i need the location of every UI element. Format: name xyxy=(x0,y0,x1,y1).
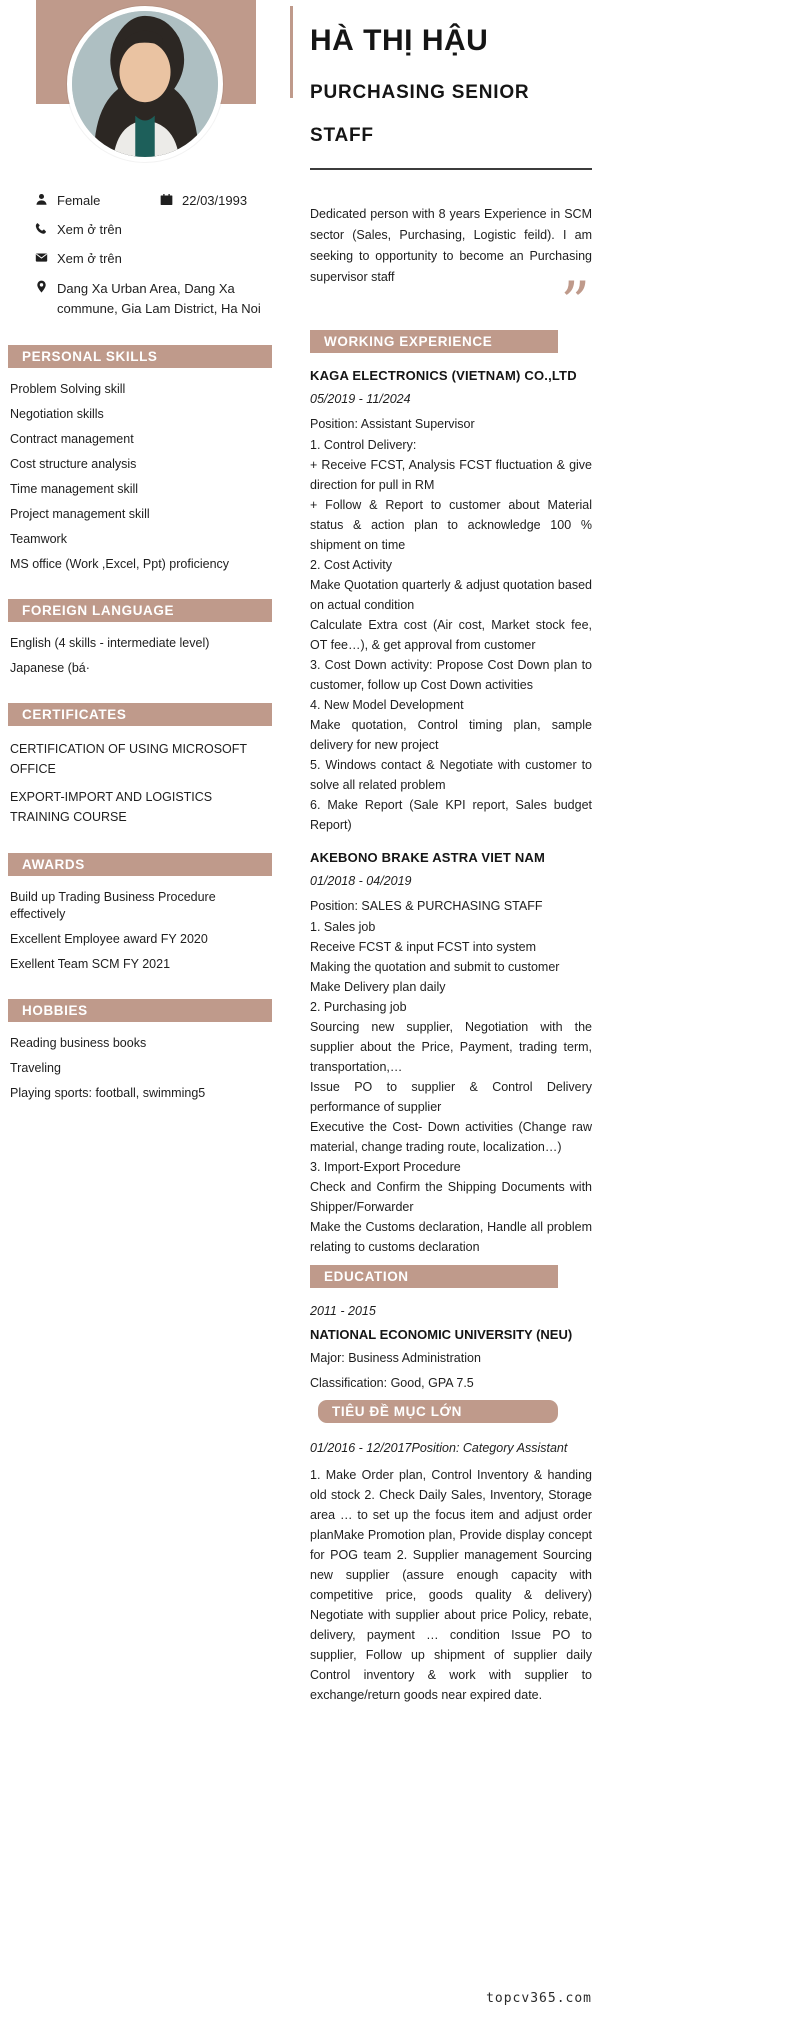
section-header-awards: AWARDS xyxy=(8,853,272,876)
profile-photo xyxy=(67,6,223,162)
dob-value: 22/03/1993 xyxy=(182,193,248,208)
job-detail-line: Make the Customs declaration, Handle all problem relating to customs declaration xyxy=(310,1219,592,1254)
section-awards xyxy=(0,853,292,973)
section-header-foreign-language: FOREIGN LANGUAGE xyxy=(8,599,272,622)
hobby-item: Playing sports: football, swimming5 xyxy=(10,1086,206,1100)
personal-skills-list xyxy=(0,368,292,573)
site-watermark: topcv365.com xyxy=(486,1991,592,2006)
skill-item: Project management skill xyxy=(10,507,150,521)
job-detail-line: 1. Control Delivery: xyxy=(310,437,417,452)
job-detail-line: Sourcing new supplier, Negotiation with the supplier about the Price, Payment, trading term, transportation,… xyxy=(310,1019,592,1074)
candidate-name: HÀ THỊ HẬU xyxy=(310,24,489,57)
contact-phone xyxy=(35,221,274,238)
gender-value: Female xyxy=(57,193,101,208)
award-item: Excellent Employee award FY 2020 xyxy=(10,932,208,946)
job-period: 05/2019 - 11/2024 xyxy=(310,391,411,406)
certificate-item: EXPORT-IMPORT AND LOGISTICS TRAINING COURSE xyxy=(10,790,213,824)
awards-list xyxy=(0,876,292,973)
award-item: Exellent Team SCM FY 2021 xyxy=(10,957,171,971)
section-header-certificates: CERTIFICATES xyxy=(8,703,272,726)
title-divider xyxy=(310,168,592,170)
job-detail-line: 2. Cost Activity xyxy=(310,557,392,572)
job-detail-lines xyxy=(310,435,592,835)
foreign-language-list xyxy=(0,622,292,677)
job-detail-line: Make Delivery plan daily xyxy=(310,979,446,994)
job-detail-line: Making the quotation and submit to customer xyxy=(310,959,560,974)
contact-gender xyxy=(35,192,160,209)
skill-item: Problem Solving skill xyxy=(10,382,126,396)
section-foreign-language xyxy=(0,599,292,677)
hobbies-list xyxy=(0,1022,292,1102)
skill-item: MS office (Work ,Excel, Ppt) proficiency xyxy=(10,557,230,571)
profile-summary: Dedicated person with 8 years Experience in SCM sector (Sales, Purchasing, Logistic feild). I am seeking to opportunity to become an Purchasing supervisor staff xyxy=(310,206,592,284)
job-detail-line: 1. Sales job xyxy=(310,919,376,934)
job-position: Position: Assistant Supervisor xyxy=(310,416,475,431)
skill-item: Contract management xyxy=(10,432,134,446)
language-item: Japanese (bá· xyxy=(10,661,90,675)
job-detail-line: Executive the Cost- Down activities (Change raw material, change trading route, localization…) xyxy=(310,1119,592,1154)
experience-job-1 xyxy=(310,368,592,835)
extra-section xyxy=(310,1439,592,1705)
section-header-extra: TIÊU ĐỀ MỤC LỚN xyxy=(318,1400,558,1423)
job-detail-lines xyxy=(310,917,592,1257)
section-personal-skills xyxy=(0,345,292,573)
quote-icon: ” xyxy=(560,268,590,337)
language-item: English (4 skills - intermediate level) xyxy=(10,636,210,650)
job-detail-line: 2. Purchasing job xyxy=(310,999,407,1014)
portrait-illustration xyxy=(72,11,218,157)
contact-dob xyxy=(160,192,247,209)
extra-period: 01/2016 - 12/2017Position: Category Assistant xyxy=(310,1440,568,1455)
section-hobbies xyxy=(0,999,292,1102)
hobby-item: Reading business books xyxy=(10,1036,147,1050)
sidebar xyxy=(0,0,292,1110)
job-detail-line: 3. Cost Down activity: Propose Cost Down plan to customer, follow up Cost Down activities xyxy=(310,657,592,692)
contact-row-1 xyxy=(35,192,274,209)
job-detail-line: Make Quotation quarterly & adjust quotation based on actual condition xyxy=(310,577,592,612)
section-header-personal-skills: PERSONAL SKILLS xyxy=(8,345,272,368)
address-value: Dang Xa Urban Area, Dang Xa commune, Gia Lam District, Ha Noi xyxy=(57,281,261,316)
education-block xyxy=(310,1302,592,1392)
certificate-item: CERTIFICATION OF USING MICROSOFT OFFICE xyxy=(10,742,247,776)
job-detail-line: Issue PO to supplier & Control Delivery performance of supplier xyxy=(310,1079,592,1114)
job-detail-line: Calculate Extra cost (Air cost, Market stock fee, OT fee…), & get approval from customer xyxy=(310,617,592,652)
skill-item: Time management skill xyxy=(10,482,139,496)
section-header-working-experience: WORKING EXPERIENCE xyxy=(310,330,558,353)
award-item: Build up Trading Business Procedure effectively xyxy=(10,890,216,921)
photo-area xyxy=(0,0,292,168)
location-pin-icon xyxy=(35,280,48,293)
job-detail-line: + Receive FCST, Analysis FCST fluctuation & give direction for pull in RM xyxy=(310,457,592,492)
main-content xyxy=(310,0,592,1705)
education-classification: Classification: Good, GPA 7.5 xyxy=(310,1375,474,1390)
contact-info xyxy=(0,168,292,319)
hobby-item: Traveling xyxy=(10,1061,61,1075)
envelope-icon xyxy=(35,251,48,264)
education-school: NATIONAL ECONOMIC UNIVERSITY (NEU) xyxy=(310,1326,573,1342)
experience-job-2 xyxy=(310,850,592,1257)
job-detail-line: 4. New Model Development xyxy=(310,697,464,712)
job-detail-line: Receive FCST & input FCST into system xyxy=(310,939,537,954)
education-major: Major: Business Administration xyxy=(310,1350,481,1365)
job-detail-line: Make quotation, Control timing plan, sample delivery for new project xyxy=(310,717,592,752)
section-header-hobbies: HOBBIES xyxy=(8,999,272,1022)
job-period: 01/2018 - 04/2019 xyxy=(310,873,412,888)
skill-item: Negotiation skills xyxy=(10,407,104,421)
person-icon xyxy=(35,193,48,206)
contact-address xyxy=(35,279,274,319)
email-value: Xem ở trên xyxy=(57,251,122,266)
skill-item: Teamwork xyxy=(10,532,67,546)
candidate-title: PURCHASING SENIOR STAFF xyxy=(310,82,530,146)
company-name: KAGA ELECTRONICS (VIETNAM) CO.,LTD xyxy=(310,367,577,383)
certificates-list xyxy=(0,726,292,827)
phone-icon xyxy=(35,222,48,235)
job-detail-line: 6. Make Report (Sale KPI report, Sales budget Report) xyxy=(310,797,592,832)
job-detail-line: 3. Import-Export Procedure xyxy=(310,1159,461,1174)
education-period: 2011 - 2015 xyxy=(310,1303,376,1318)
phone-value: Xem ở trên xyxy=(57,222,122,237)
section-header-education: EDUCATION xyxy=(310,1265,558,1288)
job-position: Position: SALES & PURCHASING STAFF xyxy=(310,898,543,913)
section-certificates xyxy=(0,703,292,827)
company-name: AKEBONO BRAKE ASTRA VIET NAM xyxy=(310,849,546,865)
calendar-icon xyxy=(160,193,173,206)
extra-body: 1. Make Order plan, Control Inventory & handing old stock 2. Check Daily Sales, Inventory, Storage area … to set up the focus item and adjust order planMake Promotion plan, Provide display concept for POG team 2. Supplier management Sourcing new supplier (assure enough capacity with competitive price, goods quality & delivery) Negotiate with supplier about price Policy, rebate, delivery, payment … condition Issue PO to supplier, Follow up shipment of supplier daily Control inventory & work with supplier to exchange/return goods near expired date. xyxy=(310,1467,592,1702)
contact-email xyxy=(35,250,274,267)
skill-item: Cost structure analysis xyxy=(10,457,137,471)
job-detail-line: 5. Windows contact & Negotiate with customer to solve all related problem xyxy=(310,757,592,792)
job-detail-line: Check and Confirm the Shipping Documents with Shipper/Forwarder xyxy=(310,1179,592,1214)
job-detail-line: + Follow & Report to customer about Material status & action plan to acknowledge 100 % shipment on time xyxy=(310,497,592,552)
